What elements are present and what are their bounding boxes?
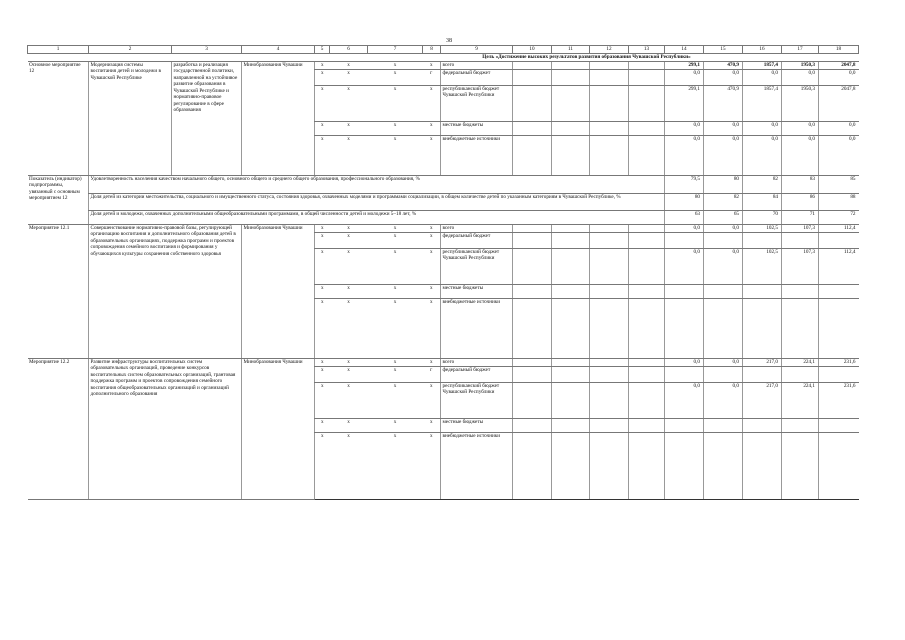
amount-cell xyxy=(782,284,819,298)
indicator-value: 84 xyxy=(743,193,782,210)
empty-cell xyxy=(552,61,590,69)
empty-cell xyxy=(590,418,629,432)
code-cell: х xyxy=(368,224,423,232)
code-cell: х xyxy=(368,61,423,69)
measure-12-1-code: Мероприятие 12.1 xyxy=(28,224,89,358)
empty-cell xyxy=(552,358,590,366)
empty-cell xyxy=(552,382,590,418)
column-number: 7 xyxy=(368,46,423,54)
indicator-text: Доля детей из категории местожительства, социального и имущественного статуса, состояния здоровья, охваченных моделями и программами социализации, в общем количестве детей по указанным категориям в Чувашской Республике, % xyxy=(89,193,665,210)
empty-cell xyxy=(629,121,665,135)
amount-cell: 0,0 xyxy=(704,248,743,284)
amount-cell: 0,0 xyxy=(704,121,743,135)
amount-cell xyxy=(819,298,859,358)
code-cell: х xyxy=(315,85,330,121)
amount-cell: 0,0 xyxy=(704,69,743,85)
amount-cell: 231,6 xyxy=(819,358,859,366)
amount-cell: 1857,4 xyxy=(743,61,782,69)
empty-cell xyxy=(513,121,552,135)
amount-cell xyxy=(665,366,704,382)
amount-cell: 0,0 xyxy=(704,135,743,175)
empty-cell xyxy=(513,61,552,69)
code-cell: х xyxy=(368,85,423,121)
column-number: 18 xyxy=(819,46,859,54)
amount-cell xyxy=(704,298,743,358)
code-cell: х xyxy=(368,418,423,432)
goal-row xyxy=(28,54,859,62)
amount-cell xyxy=(704,418,743,432)
column-number: 15 xyxy=(704,46,743,54)
code-cell: х xyxy=(330,284,368,298)
indicator-value: 86 xyxy=(782,193,819,210)
code-cell: х xyxy=(330,232,368,248)
code-cell: х xyxy=(423,382,441,418)
empty-cell xyxy=(590,85,629,121)
code-cell: х xyxy=(423,135,441,175)
empty-cell xyxy=(590,358,629,366)
code-cell: х xyxy=(423,358,441,366)
code-cell: х xyxy=(330,298,368,358)
empty-cell xyxy=(590,232,629,248)
code-cell: х xyxy=(315,418,330,432)
measure-12-2-executor: Минобразования Чувашии xyxy=(242,358,315,499)
amount-cell: 0,0 xyxy=(704,382,743,418)
code-cell: х xyxy=(315,69,330,85)
indicator-label: Показатель (индикатор) подпрограммы, увязанный с основным мероприятием 12 xyxy=(28,175,89,224)
amount-cell xyxy=(665,284,704,298)
code-cell: х xyxy=(423,432,441,499)
amount-cell: 0,0 xyxy=(665,121,704,135)
code-cell: х xyxy=(368,382,423,418)
empty-cell xyxy=(629,366,665,382)
empty-cell xyxy=(513,135,552,175)
amount-cell: 0,0 xyxy=(665,248,704,284)
code-cell: х xyxy=(330,69,368,85)
empty-cell xyxy=(590,382,629,418)
empty-cell xyxy=(590,284,629,298)
amount-cell xyxy=(782,366,819,382)
amount-cell: 0,0 xyxy=(782,121,819,135)
code-cell: х xyxy=(368,366,423,382)
amount-cell: 1950,3 xyxy=(782,61,819,69)
empty-cell xyxy=(629,358,665,366)
funding-source: республиканский бюджет Чувашской Республики xyxy=(441,248,513,284)
funding-source: местные бюджеты xyxy=(441,284,513,298)
measure-12-1-name: Совершенствование нормативно-правовой базы, регулирующей организацию воспитания и дополнительного образования детей в образовательных организациях, поддержка программ и проектов сопровождения семейного воспитания и формирования у обучающихся культуры сохранения собственного здоровья xyxy=(89,224,242,358)
main-event-name: Модернизация системы воспитания детей и молодежи в Чувашской Республике xyxy=(89,61,172,175)
amount-cell: 0,0 xyxy=(782,69,819,85)
code-cell: х xyxy=(330,85,368,121)
code-cell: х xyxy=(368,358,423,366)
code-cell: х xyxy=(315,224,330,232)
column-number: 4 xyxy=(242,46,315,54)
code-cell: х xyxy=(423,418,441,432)
code-cell: г xyxy=(423,366,441,382)
code-cell: х xyxy=(330,432,368,499)
code-cell: х xyxy=(368,284,423,298)
amount-cell xyxy=(819,284,859,298)
empty-cell xyxy=(629,284,665,298)
amount-cell: 0,0 xyxy=(743,135,782,175)
empty-cell xyxy=(513,366,552,382)
empty-cell xyxy=(629,224,665,232)
funding-source: федеральный бюджет xyxy=(441,69,513,85)
empty-cell xyxy=(552,248,590,284)
indicator-value: 70 xyxy=(743,210,782,224)
empty-cell xyxy=(629,382,665,418)
amount-cell: 0,0 xyxy=(819,121,859,135)
code-cell: г xyxy=(423,69,441,85)
indicator-value: 83 xyxy=(782,175,819,193)
code-cell: х xyxy=(368,232,423,248)
amount-cell xyxy=(782,418,819,432)
empty-cell xyxy=(513,85,552,121)
main-event-row xyxy=(28,61,859,69)
empty-cell xyxy=(629,85,665,121)
column-number: 16 xyxy=(743,46,782,54)
empty-cell xyxy=(590,224,629,232)
empty-cell xyxy=(590,61,629,69)
indicator-value: 72 xyxy=(819,210,859,224)
column-number: 14 xyxy=(665,46,704,54)
amount-cell: 112,4 xyxy=(819,248,859,284)
code-cell: х xyxy=(315,432,330,499)
funding-source: местные бюджеты xyxy=(441,418,513,432)
amount-cell: 224,1 xyxy=(782,358,819,366)
measure-12-2-code: Мероприятие 12.2 xyxy=(28,358,89,499)
amount-cell xyxy=(819,418,859,432)
empty-cell xyxy=(513,248,552,284)
empty-cell xyxy=(590,69,629,85)
funding-source: федеральный бюджет xyxy=(441,366,513,382)
amount-cell xyxy=(665,432,704,499)
code-cell: х xyxy=(423,248,441,284)
indicator-text: Удовлетворенность населения качеством начального общего, основного общего и среднего общего образования, профессионального образования, % xyxy=(89,175,665,193)
empty-cell xyxy=(552,298,590,358)
column-number: 13 xyxy=(629,46,665,54)
code-cell: х xyxy=(368,432,423,499)
amount-cell xyxy=(743,232,782,248)
indicator-value: 79,5 xyxy=(665,175,704,193)
code-cell: х xyxy=(330,382,368,418)
amount-cell: 0,0 xyxy=(704,358,743,366)
indicator-value: 63 xyxy=(665,210,704,224)
amount-cell xyxy=(782,232,819,248)
code-cell: х xyxy=(368,135,423,175)
code-cell: х xyxy=(315,248,330,284)
amount-cell xyxy=(743,432,782,499)
column-number: 11 xyxy=(552,46,590,54)
amount-cell xyxy=(782,298,819,358)
amount-cell xyxy=(743,284,782,298)
indicator-value: 65 xyxy=(704,210,743,224)
indicator-value: 82 xyxy=(704,193,743,210)
empty-cell xyxy=(590,366,629,382)
indicator-value: 82 xyxy=(743,175,782,193)
column-number: 10 xyxy=(513,46,552,54)
amount-cell: 0,0 xyxy=(665,358,704,366)
empty-cell xyxy=(552,432,590,499)
code-cell: х xyxy=(330,248,368,284)
amount-cell xyxy=(819,232,859,248)
amount-cell: 102,5 xyxy=(743,248,782,284)
amount-cell xyxy=(743,418,782,432)
amount-cell xyxy=(665,298,704,358)
code-cell: х xyxy=(330,358,368,366)
funding-source: местные бюджеты xyxy=(441,121,513,135)
amount-cell xyxy=(665,232,704,248)
amount-cell: 224,1 xyxy=(782,382,819,418)
amount-cell: 0,0 xyxy=(704,224,743,232)
indicator-row xyxy=(28,193,859,210)
funding-source: всего xyxy=(441,61,513,69)
empty-cell xyxy=(552,121,590,135)
code-cell: х xyxy=(330,418,368,432)
funding-source: внебюджетные источники xyxy=(441,298,513,358)
empty-cell xyxy=(513,224,552,232)
amount-cell: 2047,8 xyxy=(819,85,859,121)
amount-cell: 299,1 xyxy=(665,61,704,69)
empty-cell xyxy=(513,284,552,298)
goal-spacer xyxy=(28,54,315,62)
amount-cell xyxy=(819,432,859,499)
amount-cell: 0,0 xyxy=(665,224,704,232)
code-cell: х xyxy=(423,85,441,121)
amount-cell xyxy=(704,432,743,499)
column-number: 5 xyxy=(315,46,330,54)
code-cell: х xyxy=(330,135,368,175)
empty-cell xyxy=(590,248,629,284)
funding-source: внебюджетные источники xyxy=(441,432,513,499)
amount-cell xyxy=(704,232,743,248)
empty-cell xyxy=(629,432,665,499)
funding-source: республиканский бюджет Чувашской Республики xyxy=(441,382,513,418)
empty-cell xyxy=(552,85,590,121)
measure-12-2-row xyxy=(28,358,859,366)
amount-cell xyxy=(665,418,704,432)
funding-source: федеральный бюджет xyxy=(441,232,513,248)
empty-cell xyxy=(629,232,665,248)
code-cell: х xyxy=(330,224,368,232)
code-cell: х xyxy=(315,366,330,382)
column-number: 6 xyxy=(330,46,368,54)
measure-12-1-executor: Минобразования Чувашии xyxy=(242,224,315,358)
amount-cell: 470,9 xyxy=(704,61,743,69)
code-cell: х xyxy=(423,61,441,69)
amount-cell xyxy=(782,432,819,499)
empty-cell xyxy=(513,382,552,418)
code-cell: х xyxy=(368,69,423,85)
empty-cell xyxy=(513,232,552,248)
amount-cell: 217,0 xyxy=(743,382,782,418)
code-cell: х xyxy=(423,232,441,248)
amount-cell: 0,0 xyxy=(782,135,819,175)
code-cell: х xyxy=(423,121,441,135)
empty-cell xyxy=(629,61,665,69)
page-number: 38 xyxy=(446,38,452,44)
empty-cell xyxy=(590,135,629,175)
funding-source: всего xyxy=(441,358,513,366)
indicator-value: 85 xyxy=(819,175,859,193)
amount-cell: 2047,8 xyxy=(819,61,859,69)
amount-cell: 107,3 xyxy=(782,224,819,232)
program-table xyxy=(27,45,859,500)
column-number: 12 xyxy=(590,46,629,54)
code-cell: х xyxy=(315,135,330,175)
empty-cell xyxy=(513,432,552,499)
amount-cell: 102,5 xyxy=(743,224,782,232)
column-number: 2 xyxy=(89,46,172,54)
empty-cell xyxy=(629,298,665,358)
measure-12-1-row xyxy=(28,224,859,232)
code-cell: х xyxy=(330,61,368,69)
empty-cell xyxy=(552,135,590,175)
amount-cell: 0,0 xyxy=(819,69,859,85)
column-number: 1 xyxy=(28,46,89,54)
code-cell: х xyxy=(315,358,330,366)
empty-cell xyxy=(552,284,590,298)
code-cell: х xyxy=(423,298,441,358)
main-event-executor: Минобразования Чувашии xyxy=(242,61,315,175)
empty-cell xyxy=(629,248,665,284)
code-cell: х xyxy=(315,232,330,248)
empty-cell xyxy=(513,69,552,85)
amount-cell xyxy=(704,284,743,298)
empty-cell xyxy=(629,69,665,85)
main-event-code: Основное мероприятие 12 xyxy=(28,61,89,175)
amount-cell xyxy=(743,298,782,358)
empty-cell xyxy=(513,418,552,432)
empty-cell xyxy=(552,232,590,248)
column-number: 17 xyxy=(782,46,819,54)
indicator-row xyxy=(28,210,859,224)
code-cell: х xyxy=(315,61,330,69)
indicator-value: 88 xyxy=(819,193,859,210)
amount-cell xyxy=(819,366,859,382)
amount-cell: 112,4 xyxy=(819,224,859,232)
amount-cell: 299,1 xyxy=(665,85,704,121)
amount-cell: 0,0 xyxy=(743,121,782,135)
column-number-row xyxy=(28,46,859,54)
amount-cell xyxy=(704,366,743,382)
empty-cell xyxy=(552,69,590,85)
indicator-value: 80 xyxy=(665,193,704,210)
code-cell: х xyxy=(423,224,441,232)
empty-cell xyxy=(552,224,590,232)
amount-cell: 470,9 xyxy=(704,85,743,121)
amount-cell: 1857,4 xyxy=(743,85,782,121)
goal-text: Цель «Достижение высоких результатов развития образования Чувашской Республики» xyxy=(315,54,859,62)
code-cell: х xyxy=(368,248,423,284)
amount-cell: 0,0 xyxy=(819,135,859,175)
amount-cell: 107,3 xyxy=(782,248,819,284)
empty-cell xyxy=(552,366,590,382)
amount-cell: 0,0 xyxy=(665,135,704,175)
amount-cell: 0,0 xyxy=(665,382,704,418)
empty-cell xyxy=(590,121,629,135)
code-cell: х xyxy=(368,121,423,135)
empty-cell xyxy=(629,135,665,175)
indicator-value: 80 xyxy=(704,175,743,193)
code-cell: х xyxy=(368,298,423,358)
empty-cell xyxy=(590,298,629,358)
indicator-row xyxy=(28,175,859,193)
code-cell: х xyxy=(423,284,441,298)
code-cell: х xyxy=(330,121,368,135)
amount-cell: 0,0 xyxy=(665,69,704,85)
empty-cell xyxy=(513,298,552,358)
empty-cell xyxy=(629,418,665,432)
column-number: 8 xyxy=(423,46,441,54)
indicator-value: 71 xyxy=(782,210,819,224)
funding-source: внебюджетные источники xyxy=(441,135,513,175)
code-cell: х xyxy=(330,366,368,382)
code-cell: х xyxy=(315,382,330,418)
measure-12-2-name: Развитие инфраструктуры воспитательных систем образовательных организаций, проведение конкурсов воспитательных систем образовательных организаций, грантовая поддержка программ и проектов сопровождения семейного воспитания общеобразовательных организаций и организаций дополнительного образования xyxy=(89,358,242,499)
column-number: 9 xyxy=(441,46,513,54)
funding-source: республиканский бюджет Чувашской Республики xyxy=(441,85,513,121)
amount-cell: 217,0 xyxy=(743,358,782,366)
amount-cell: 1950,3 xyxy=(782,85,819,121)
code-cell: х xyxy=(315,284,330,298)
empty-cell xyxy=(590,432,629,499)
column-number: 3 xyxy=(172,46,242,54)
amount-cell xyxy=(743,366,782,382)
main-event-desc: разработка и реализация государственной политики, направленной на устойчивое развитие образования в Чувашской Республике и нормативно-правовое регулирование в сфере образования xyxy=(172,61,242,175)
code-cell: х xyxy=(315,298,330,358)
amount-cell: 231,6 xyxy=(819,382,859,418)
empty-cell xyxy=(513,358,552,366)
empty-cell xyxy=(552,418,590,432)
funding-source: всего xyxy=(441,224,513,232)
code-cell: х xyxy=(315,121,330,135)
indicator-text: Доля детей и молодежи, охваченных дополнительными общеобразовательными программами, в общей численности детей и молодежи 5–18 лет, % xyxy=(89,210,665,224)
amount-cell: 0,0 xyxy=(743,69,782,85)
